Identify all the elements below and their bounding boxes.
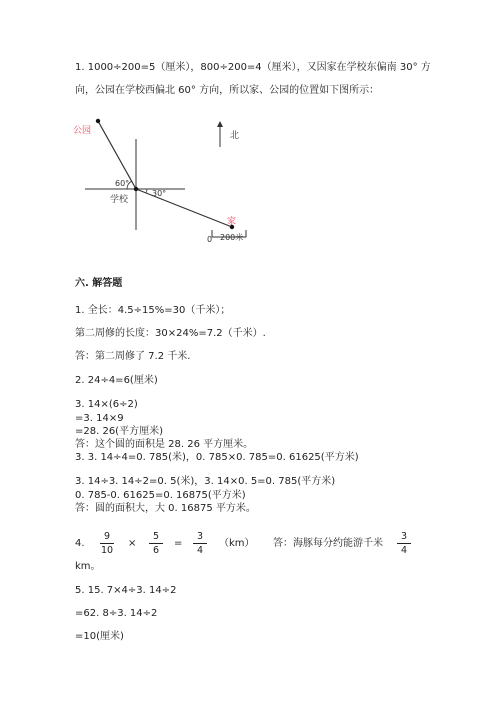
home-line (136, 189, 232, 227)
q1-line-a: 1. 全长：4.5÷15%=30（千米）； (75, 305, 231, 316)
q5-answer: 答：海豚每分约能游千米 (273, 538, 383, 549)
angle-60-label: 60° (115, 179, 130, 188)
fraction-numerator: 9 (103, 531, 111, 542)
angle-30-label: 30° (152, 189, 167, 198)
fraction-denominator: 4 (196, 545, 204, 556)
q2-line: 2. 24÷4=6(厘米) (75, 375, 158, 386)
q5-tail: km。 (75, 561, 101, 572)
q6-line: 5. 15. 7×4÷3. 14÷2 (75, 585, 177, 596)
diagram-svg (73, 112, 260, 247)
fraction-denominator: 4 (400, 545, 408, 556)
q1-line-c: 答：第二周修了 7.2 千米. (75, 351, 191, 362)
times-sign: × (128, 538, 137, 549)
q5-number: 4. (75, 538, 85, 549)
scale-zero-label: 0 (207, 235, 213, 244)
fraction-3-4 (193, 531, 207, 556)
north-arrow-icon (217, 121, 223, 127)
angle-arc-30 (146, 189, 147, 193)
fraction-denominator: 10 (100, 545, 114, 556)
school-label: 学校 (110, 195, 129, 205)
fraction-5-6 (149, 531, 163, 556)
q6-line: =62. 8÷3. 14÷2 (75, 608, 158, 619)
fraction-denominator: 6 (152, 545, 160, 556)
school-point (134, 187, 138, 191)
north-label: 北 (230, 131, 240, 141)
park-label: 公园 (73, 126, 92, 136)
section-title: 六. 解答题 (75, 278, 123, 289)
scale-length-label: 200米 (220, 233, 244, 242)
q4-line: 3. 14÷3. 14÷2=0. 5(米)，3. 14×0. 5=0. 785(平方米) (75, 476, 336, 487)
q3-line: =3. 14×9 (75, 413, 124, 424)
q3-line: 3. 14×(6÷2) (75, 399, 138, 410)
q1-line-b: 第二周修的长度：30×24%=7.2（千米）. (75, 328, 266, 339)
fraction-numerator: 5 (152, 531, 160, 542)
home-label: 家 (227, 217, 237, 227)
q3-line: =28. 26(平方厘米) (75, 426, 163, 437)
fraction-numerator: 3 (196, 531, 204, 542)
problem1-line2: 向，公园在学校西偏北 60° 方向，所以家、公园的位置如下图所示： (75, 85, 380, 96)
direction-diagram (73, 112, 260, 247)
fraction-9-10 (100, 531, 114, 556)
park-point (96, 119, 100, 123)
unit-km: （km） (219, 538, 255, 549)
q3-line: 3. 3. 14÷4=0. 785(米)，0. 785×0. 785=0. 61625(平方米) (75, 452, 359, 463)
q6-line: =10(厘米) (75, 631, 124, 642)
equals-sign: = (174, 538, 183, 549)
q4-line: 答：圆的面积大，大 0. 16875 平方米。 (75, 503, 256, 514)
fraction-3-4-answer (397, 531, 411, 556)
problem1-line1: 1. 1000÷200=5（厘米），800÷200=4（厘米），又因家在学校东偏南 30° 方 (75, 62, 431, 73)
fraction-numerator: 3 (400, 531, 408, 542)
q3-line: 答：这个圆的面积是 28. 26 平方厘米。 (75, 439, 254, 450)
q4-line: 0. 785-0. 61625=0. 16875(平方米) (75, 490, 246, 501)
